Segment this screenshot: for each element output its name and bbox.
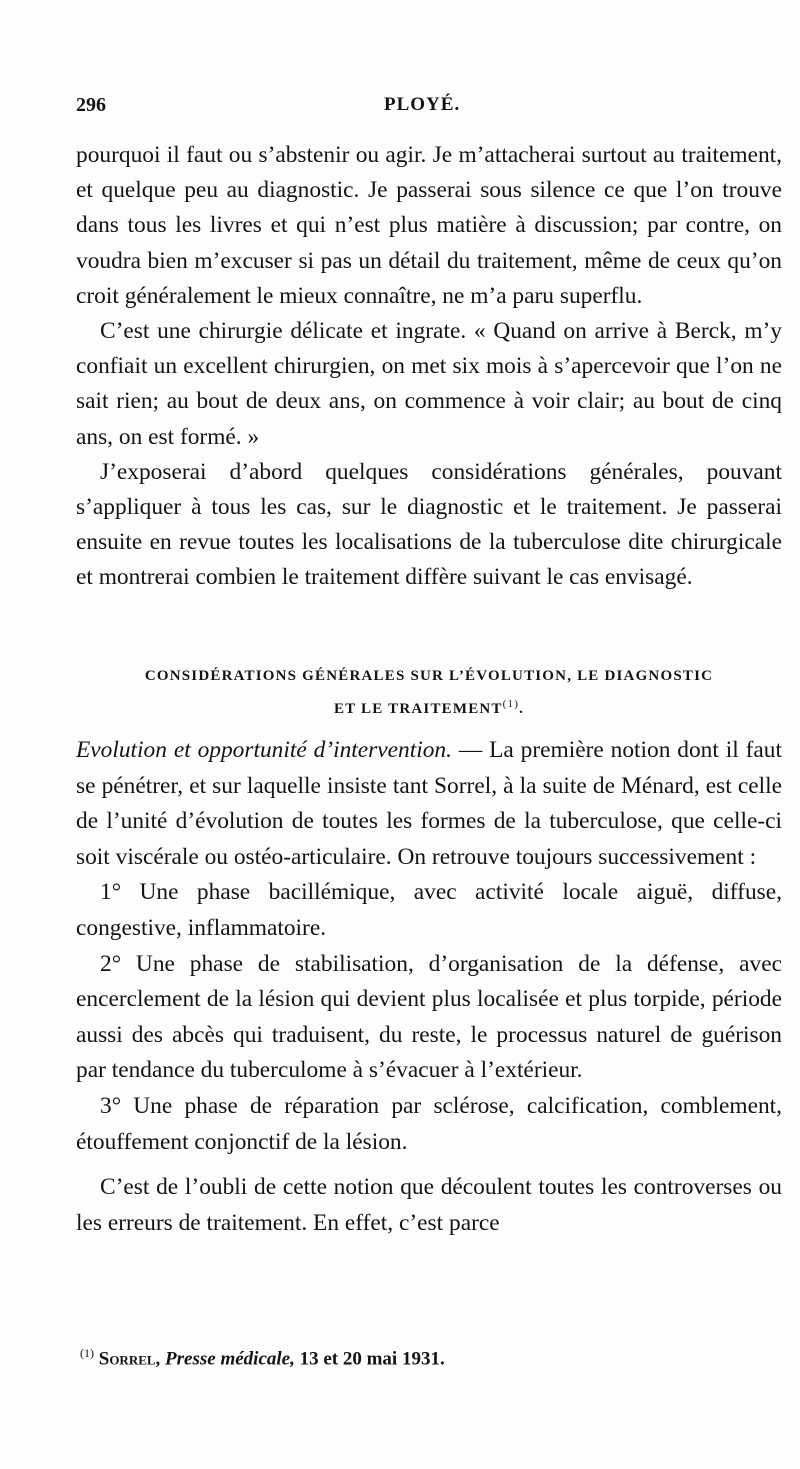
section-body xyxy=(76,733,782,1241)
section-heading-line2-text: ET LE TRAITEMENT xyxy=(333,701,503,717)
intro-text xyxy=(76,138,782,596)
paragraph: pourquoi il faut ou s’abstenir ou agir. Je m’attacherai surtout au traitement, et quelque peu au diagnostic. Je passerai sous silence ce que l’on trouve dans tous les livres et qui n’est plus matière à discussion; par contre, on voudra bien m’excuser si pas un détail du traitement, même de ceux qu’on croit généralement le mieux connaître, ne m’a paru superflu. xyxy=(76,142,782,309)
section-heading-line1: CONSIDÉRATIONS GÉNÉRALES SUR L’ÉVOLUTION, LE DIAGNOSTIC xyxy=(144,668,714,684)
section-lead-text: — La première notion dont il faut se pénétrer, et sur laquelle insiste tant Sorrel, à la suite de Ménard, est celle de l’unité d’évolution de toutes les formes de la tuberculose, que celle-ci soit viscérale ou ostéo-articulaire. On retrouve toujours successivement : xyxy=(76,737,782,870)
running-head xyxy=(76,94,776,124)
paragraph: J’exposerai d’abord quelques considérations générales, pouvant s’appliquer à tous les cas, sur le diagnostic et le traitement. Je passerai ensuite en revue toutes les localisations de la tuberculose dite chirurgicale et montrerai combien le traitement diffère suivant le cas envisagé. xyxy=(76,458,782,591)
section-heading xyxy=(76,662,782,723)
paragraph: C’est de l’oubli de cette notion que découlent toutes les controverses ou les erreurs de traitement. En effet, c’est parce xyxy=(76,1174,782,1236)
section-heading-line2: ET LE TRAITEMENT$^{(1)}$. xyxy=(333,698,525,717)
list-item: 2° Une phase de stabilisation, d’organisation de la défense, avec encerclement de la lésion qui devient plus localisée et plus torpide, période aussi des abcès qui traduisent, du reste, le processus naturel de guérison par tendance du tuberculome à s’évacuer à l’extérieur. xyxy=(76,950,782,1084)
paragraph: C’est une chirurgie délicate et ingrate. « Quand on arrive à Berck, m’y confiait un excellent chirurgien, on met six mois à s’apercevoir que l’on ne sait rien; au bout de deux ans, on commence à voir clair; au bout de cinq ans, on est formé. » xyxy=(76,318,782,450)
footnote-date: 13 et 20 mai 1931. xyxy=(299,1348,445,1370)
running-title: PLOYÉ. xyxy=(384,94,461,115)
footnote xyxy=(80,1346,780,1370)
footnote-reference: (1) xyxy=(502,698,520,710)
list-item: 3° Une phase de réparation par sclérose, calcification, comblement, étouffement conjonctif de la lésion. xyxy=(76,1092,782,1155)
section-lead-paragraph xyxy=(76,733,782,875)
footnote-author: Sorrel, xyxy=(98,1348,161,1370)
footnote-journal: Presse médicale, xyxy=(165,1348,295,1370)
page-number: 296 xyxy=(76,94,106,116)
section-lead-title: Evolution et opportunité d’intervention. xyxy=(76,737,452,763)
list-item: 1° Une phase bacillémique, avec activité locale aiguë, diffuse, congestive, inflammatoire. xyxy=(76,879,782,941)
footnote-mark: (1) xyxy=(80,1346,94,1360)
